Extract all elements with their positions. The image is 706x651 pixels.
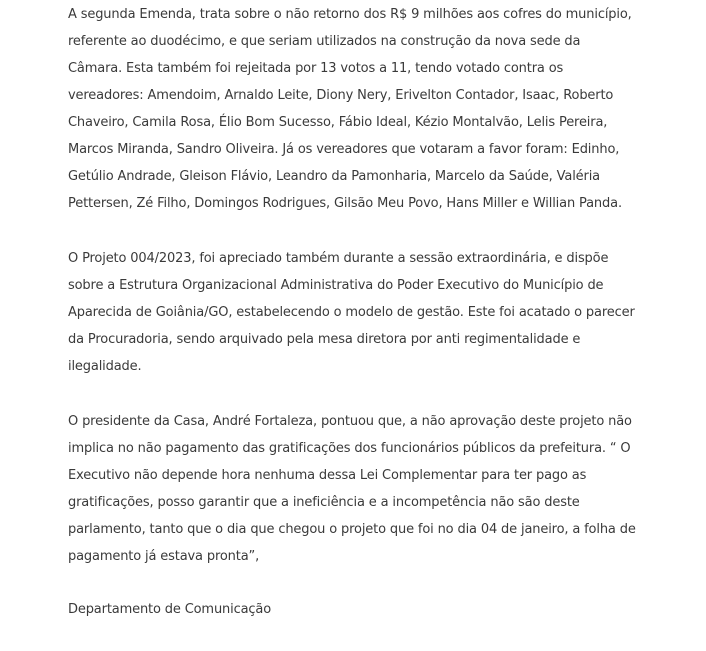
paragraph-project-004-2023: O Projeto 004/2023, foi apreciado também durante a sessão extraordinária, e dispõe sobre a Estrutura Organizacional Administrativa do Poder Executivo do Município de Aparecida de Goiânia/GO, estabelecendo o modelo de gestão. Este foi acatado o parecer da Procuradoria, sendo arquivado pela mesa diretora por anti regimentalidade e ilegalidade. bbox=[68, 251, 635, 374]
paragraph-president-statement: O presidente da Casa, André Fortaleza, pontuou que, a não aprovação deste projeto não implica no não pagamento das gratificações dos funcionários públicos da prefeitura. “ O Executivo não depende hora nenhuma dessa Lei Complementar para ter pago as gratificações, posso garantir que a ineficiência e a incompetência não são deste parlamento, tanto que o dia que chegou o projeto que foi no dia 04 de janeiro, a folha de pagamento já estava pronta”, bbox=[68, 414, 636, 564]
signature-department: Departamento de Comunicação bbox=[68, 602, 272, 617]
article-body bbox=[68, 1, 638, 651]
paragraph-second-amendment: A segunda Emenda, trata sobre o não retorno dos R$ 9 milhões aos cofres do município, referente ao duodécimo, e que seriam utilizados na construção da nova sede da Câmara. Esta também foi rejeitada por 13 votos a 11, tendo votado contra os vereadores: Amendoim, Arnaldo Leite, Diony Nery, Erivelton Contador, Isaac, Roberto Chaveiro, Camila Rosa, Élio Bom Sucesso, Fábio Ideal, Kézio Montalvão, Lelis Pereira, Marcos Miranda, Sandro Oliveira. Já os vereadores que votaram a favor foram: Edinho, Getúlio Andrade, Gleison Flávio, Leandro da Pamonharia, Marcelo da Saúde, Valéria Pettersen, Zé Filho, Domingos Rodrigues, Gilsão Meu Povo, Hans Miller e Willian Panda. bbox=[68, 7, 632, 211]
